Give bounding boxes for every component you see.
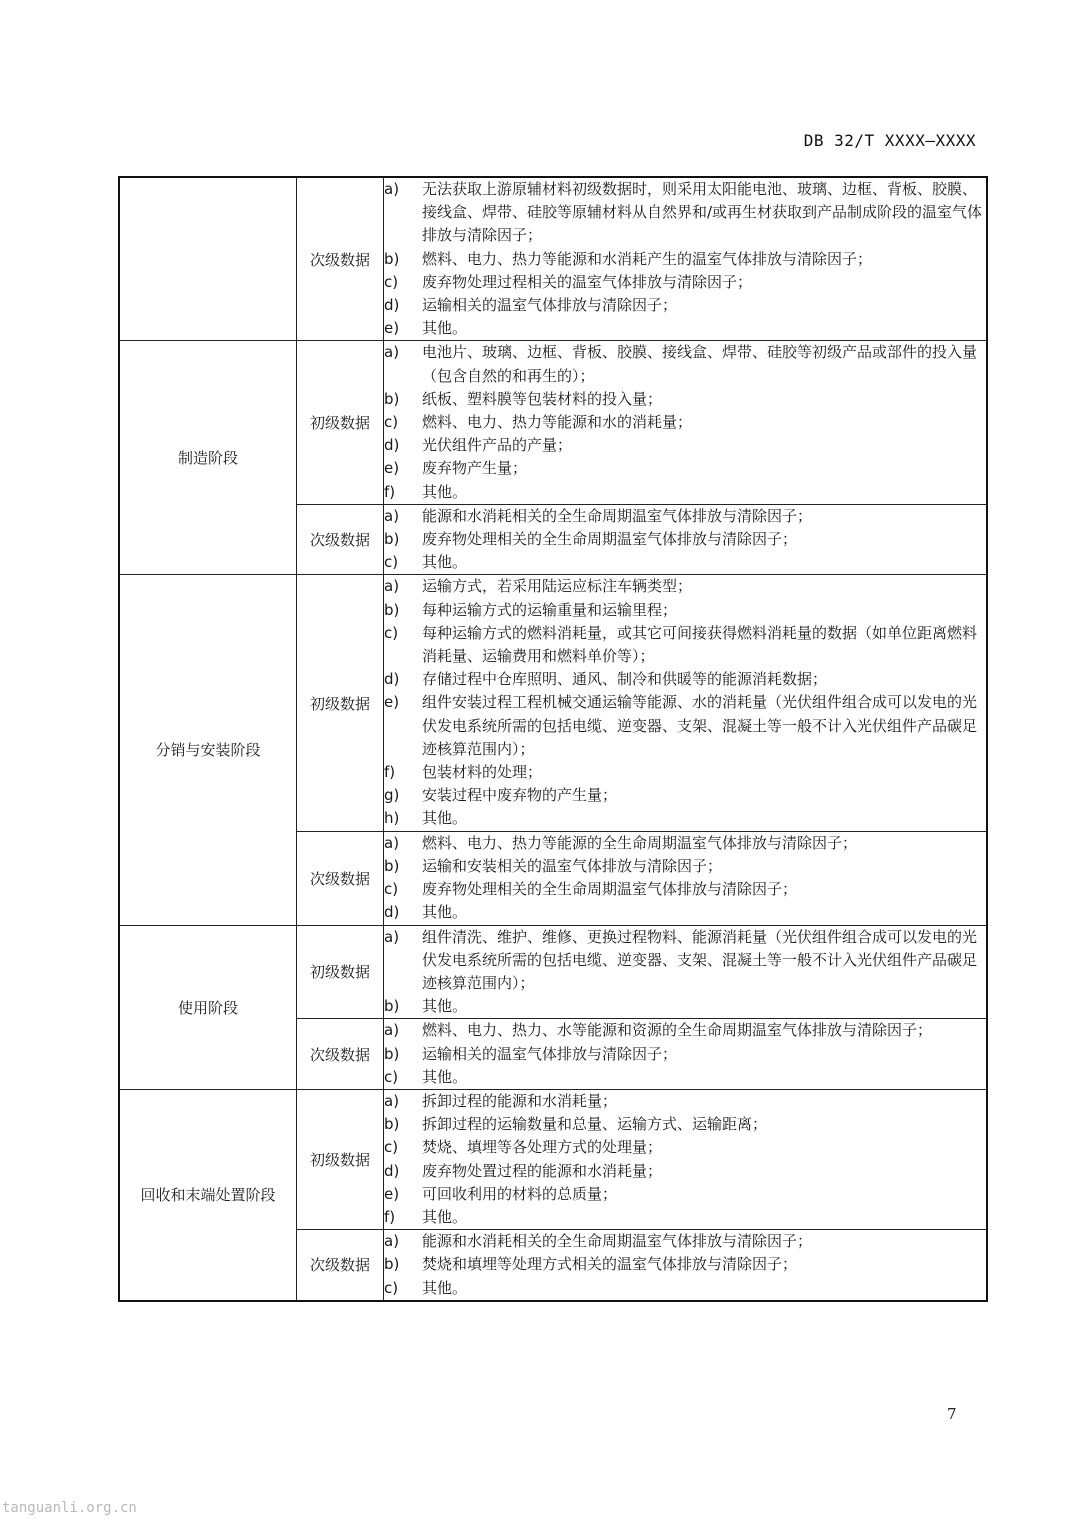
data-type-cell: 次级数据 xyxy=(297,1019,384,1090)
items-cell xyxy=(384,925,988,1019)
list-item: b) 纸板、塑料膜等包装材料的投入量； xyxy=(384,389,663,408)
list-item: c) 废弃物处理相关的全生命周期温室气体排放与清除因子； xyxy=(384,880,798,899)
list-item: b) 每种运输方式的运输重量和运输里程； xyxy=(384,600,678,619)
list-item: a) 燃料、电力、热力、水等能源和资源的全生命周期温室气体排放与清除因子； xyxy=(384,1021,933,1040)
list-item: c) 燃料、电力、热力等能源和水的消耗量； xyxy=(384,413,693,432)
list-item: b) 运输和安装相关的温室气体排放与清除因子； xyxy=(384,856,723,875)
list-item: d) 其他。 xyxy=(384,903,468,922)
list-item: g) 安装过程中废弃物的产生量； xyxy=(384,786,618,805)
list-item: a) 电池片、玻璃、边框、背板、胶膜、接线盒、焊带、硅胶等初级产品或部件的投入量（包含自然的和再生的）； xyxy=(384,343,978,385)
table-row xyxy=(119,1089,987,1229)
list-item: a) 运输方式，若采用陆运应标注车辆类型； xyxy=(384,577,693,596)
stage-cell: 制造阶段 xyxy=(119,341,297,575)
list-item: e) 可回收利用的材料的总质量； xyxy=(384,1184,618,1203)
list-item: e) 组件安装过程工程机械交通运输等能源、水的消耗量（光伏组件组合成可以发电的光伏发电系统所需的包括电缆、逆变器、支架、混凝土等一般不计入光伏组件产品碳足迹核算范围内）； xyxy=(384,693,978,758)
list-item: c) 其他。 xyxy=(384,1278,468,1297)
watermark: tanguanli.org.cn xyxy=(2,1500,137,1516)
list-item: f) 其他。 xyxy=(384,1207,468,1226)
list-item: f) 其他。 xyxy=(384,482,468,501)
list-item: c) 其他。 xyxy=(384,1067,468,1086)
list-item: a) 能源和水消耗相关的全生命周期温室气体排放与清除因子； xyxy=(384,1232,813,1251)
data-type-cell: 初级数据 xyxy=(297,341,384,504)
data-type-cell: 次级数据 xyxy=(297,177,384,341)
table-row xyxy=(119,177,987,341)
list-item: c) 每种运输方式的燃料消耗量，或其它可间接获得燃料消耗量的数据（如单位距离燃料消耗量、运输费用和燃料单价等）； xyxy=(384,623,978,666)
list-item: e) 其他。 xyxy=(384,319,468,338)
list-item: a) 组件清洗、维护、维修、更换过程物料、能源消耗量（光伏组件组合成可以发电的光伏发电系统所需的包括电缆、逆变器、支架、混凝土等一般不计入光伏组件产品碳足迹核算范围内）； xyxy=(384,927,978,992)
list-item: f) 包装材料的处理； xyxy=(384,763,543,782)
items-cell xyxy=(384,177,988,341)
stage-cell xyxy=(119,177,297,341)
list-item: a) 拆卸过程的能源和水消耗量； xyxy=(384,1091,618,1110)
data-requirements-table xyxy=(118,176,988,1302)
list-item: d) 光伏组件产品的产量； xyxy=(384,436,573,455)
list-item: c) 废弃物处理过程相关的温室气体排放与清除因子； xyxy=(384,272,753,291)
table-row xyxy=(119,341,987,504)
items-cell xyxy=(384,831,988,925)
list-item: a) 能源和水消耗相关的全生命周期温室气体排放与清除因子； xyxy=(384,506,813,525)
items-cell xyxy=(384,575,988,831)
data-type-cell: 初级数据 xyxy=(297,1089,384,1229)
list-item: c) 焚烧、填埋等各处理方式的处理量； xyxy=(384,1138,663,1157)
data-type-cell: 初级数据 xyxy=(297,925,384,1019)
list-item: a) 无法获取上游原辅材料初级数据时，则采用太阳能电池、玻璃、边框、背板、胶膜、接线盒、焊带、硅胶等原辅材料从自然界和/或再生材获取到产品制成阶段的温室气体排放与清除因子； xyxy=(384,180,983,245)
items-cell xyxy=(384,1019,988,1090)
list-item: c) 其他。 xyxy=(384,553,468,572)
data-type-cell: 次级数据 xyxy=(297,831,384,925)
list-item: d) 运输相关的温室气体排放与清除因子； xyxy=(384,296,678,315)
data-type-cell: 次级数据 xyxy=(297,504,384,575)
list-item: b) 运输相关的温室气体排放与清除因子； xyxy=(384,1044,678,1063)
data-type-cell: 次级数据 xyxy=(297,1230,384,1301)
list-item: b) 拆卸过程的运输数量和总量、运输方式、运输距离； xyxy=(384,1115,768,1134)
stage-cell: 使用阶段 xyxy=(119,925,297,1089)
items-cell xyxy=(384,504,988,575)
list-item: b) 燃料、电力、热力等能源和水消耗产生的温室气体排放与清除因子； xyxy=(384,249,873,268)
list-item: b) 焚烧和填埋等处理方式相关的温室气体排放与清除因子； xyxy=(384,1255,798,1274)
stage-cell: 回收和末端处置阶段 xyxy=(119,1089,297,1300)
list-item: a) 燃料、电力、热力等能源的全生命周期温室气体排放与清除因子； xyxy=(384,833,858,852)
items-cell xyxy=(384,1089,988,1229)
table-row xyxy=(119,575,987,831)
list-item: d) 存储过程中仓库照明、通风、制冷和供暖等的能源消耗数据； xyxy=(384,670,828,689)
list-item: b) 废弃物处理相关的全生命周期温室气体排放与清除因子； xyxy=(384,530,798,549)
items-cell xyxy=(384,341,988,504)
list-item: b) 其他。 xyxy=(384,997,468,1016)
data-type-cell: 初级数据 xyxy=(297,575,384,831)
items-cell xyxy=(384,1230,988,1301)
stage-cell: 分销与安装阶段 xyxy=(119,575,297,925)
list-item: h) 其他。 xyxy=(384,809,468,828)
list-item: d) 废弃物处置过程的能源和水消耗量； xyxy=(384,1161,663,1180)
list-item: e) 废弃物产生量； xyxy=(384,459,528,478)
table-row xyxy=(119,925,987,1019)
page-number: 7 xyxy=(947,1405,957,1423)
document-code: DB 32/T XXXX—XXXX xyxy=(803,131,976,150)
